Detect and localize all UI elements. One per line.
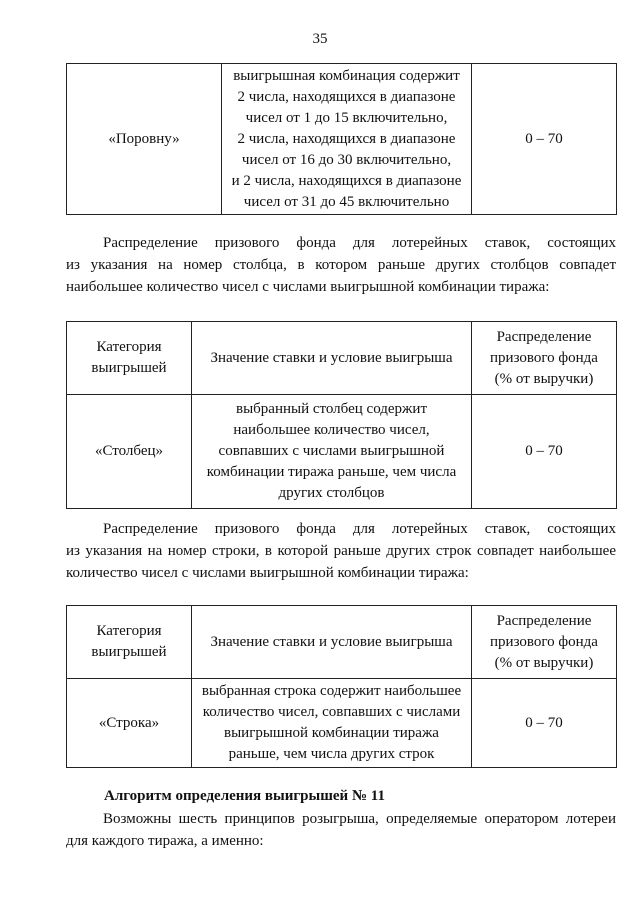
condition-line: чисел от 1 до 15 включительно, [245,109,448,126]
paragraph-line: количество чисел с числами выигрышной комбинации тиража: [66,565,469,581]
condition-line: других столбцов [278,485,385,501]
condition-line: раньше, чем числа других строк [228,746,435,762]
table-row [67,64,617,215]
distribution-cell: 0 – 70 [472,64,617,215]
distribution-cell: 0 – 70 [472,395,617,509]
category-cell: «Столбец» [67,395,192,509]
condition-cell [192,395,472,509]
condition-cell [192,679,472,768]
condition-line: 2 числа, находящихся в диапазоне [237,88,456,105]
condition-line: выигрышной комбинации тиража [224,725,439,741]
table-row [67,679,617,768]
category-cell: «Строка» [67,679,192,768]
table-row [67,395,617,509]
header-category: Категория выигрышей [67,322,192,395]
table-poravnu [66,63,617,215]
condition-line: выбранная строка содержит наибольшее [201,683,462,699]
table-stroka [66,605,617,768]
paragraph-row-distribution [66,518,616,584]
paragraph-line: Распределение призового фонда для лотерейных ставок, состоящих [103,235,616,251]
condition-line: чисел от 16 до 30 включительно, [241,151,452,168]
table-header-row [67,322,617,395]
paragraph-line: из указания на номер строки, в которой раньше других строк совпадет наибольшее [66,543,616,559]
paragraph-column-distribution [66,232,616,298]
condition-line: чисел от 31 до 45 включительно [243,193,450,210]
paragraph-line: из указания на номер столбца, в котором раньше других столбцов совпадет [66,257,616,273]
condition-line: и 2 числа, находящихся в диапазоне [231,172,462,189]
condition-line: выбранный столбец содержит [236,401,427,417]
paragraph-principles [66,808,616,852]
condition-line: совпавших с числами выигрышной [218,443,445,459]
condition-line: наибольшее количество чисел, [233,422,430,438]
header-distribution: Распределение призового фонда (% от выручки) [472,322,617,395]
condition-line: количество чисел, совпавших с числами [202,704,461,720]
paragraph-line: наибольшее количество чисел с числами выигрышной комбинации тиража: [66,279,550,295]
distribution-cell: 0 – 70 [472,679,617,768]
category-cell: «Поровну» [67,64,222,215]
header-category: Категория выигрышей [67,606,192,679]
section-heading: Алгоритм определения выигрышей № 11 [104,788,385,804]
page-number: 35 [312,31,328,47]
header-condition: Значение ставки и условие выигрыша [192,322,472,395]
header-condition: Значение ставки и условие выигрыша [192,606,472,679]
paragraph-line: для каждого тиража, а именно: [66,833,264,849]
paragraph-line: Возможны шесть принципов розыгрыша, определяемые оператором лотереи [103,811,616,827]
condition-line: комбинации тиража раньше, чем числа [206,464,457,480]
condition-line: выигрышная комбинация содержит [233,67,460,84]
paragraph-line: Распределение призового фонда для лотерейных ставок, состоящих [103,521,616,537]
table-stolbets [66,321,617,509]
condition-line: 2 числа, находящихся в диапазоне [237,130,456,147]
table-header-row [67,606,617,679]
condition-cell [222,64,472,215]
header-distribution: Распределение призового фонда (% от выручки) [472,606,617,679]
